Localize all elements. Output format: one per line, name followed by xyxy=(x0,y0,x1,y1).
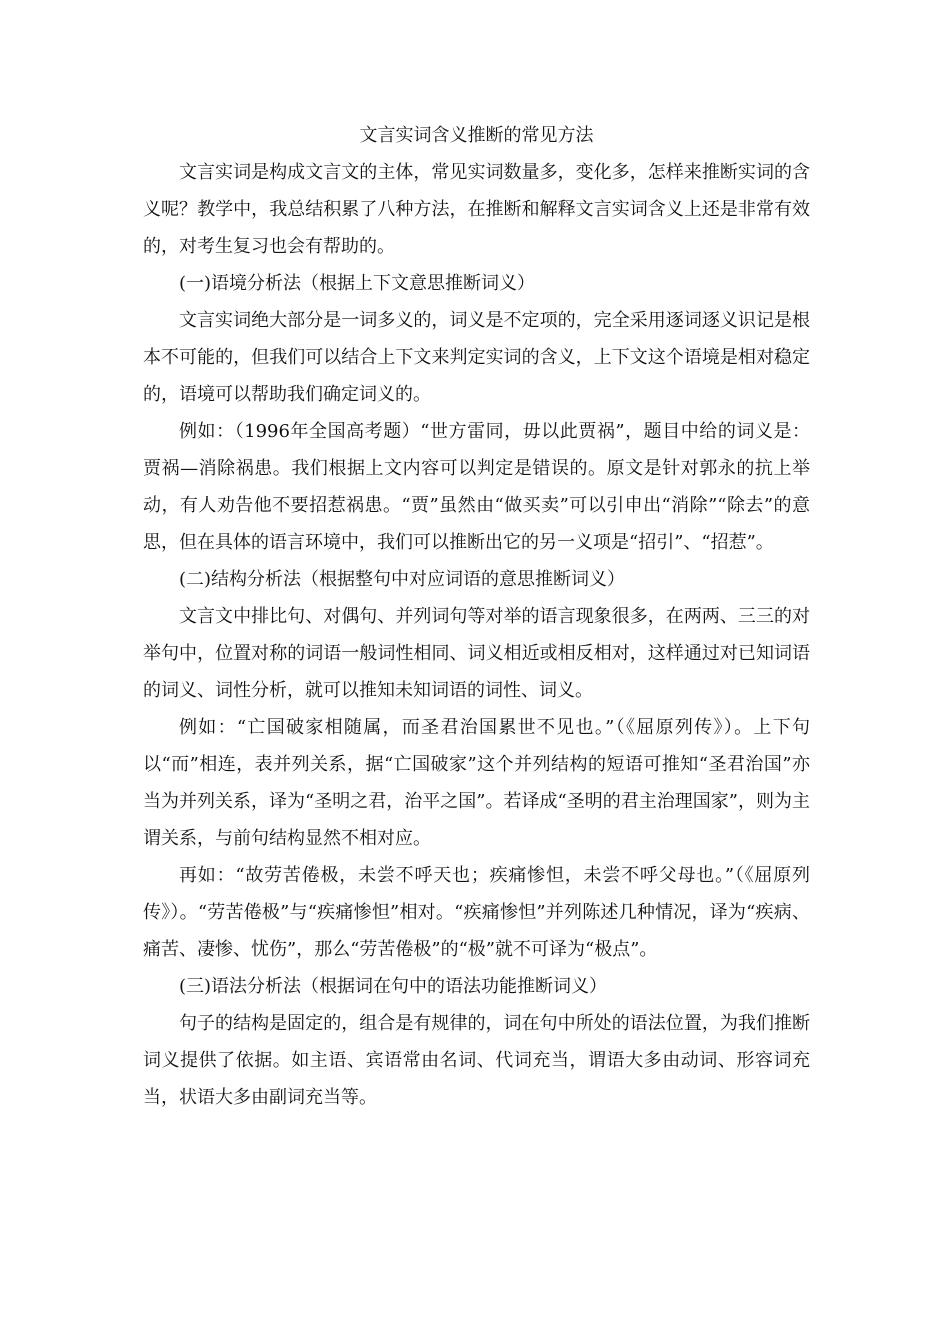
section-heading-3: (三)语法分析法（根据词在句中的语法功能推断词义） xyxy=(179,976,608,997)
section-2-example-1: 例如：“亡国破家相随属，而圣君治国累世不见也。”（《屈原列传》）。上下句以“而”相连，表并列关系，据“亡国破家”这个并列结构的短语可推知“圣君治国”亦当为并列关系，译为“圣明之君，治平之国”。若译成“圣明的君主治理国家”，则为主谓关系，与前句结构显然不相对应。 xyxy=(143,717,810,849)
section-heading-2: (二)结构分析法（根据整句中对应词语的意思推断词义） xyxy=(179,569,626,590)
section-heading-1: (一)语境分析法（根据上下文意思推断词义） xyxy=(179,273,536,294)
section-3-paragraph: 句子的结构是固定的，组合是有规律的，词在句中所处的语法位置，为我们推断词义提供了依据。如主语、宾语常由名词、代词充当，谓语大多由动词、形容词充当，状语大多由副词充当等。 xyxy=(143,1013,810,1108)
document-page xyxy=(143,118,810,1116)
section-2-example-2: 再如：“故劳苦倦极，未尝不呼天也；疾痛惨怛，未尝不呼父母也。”（《屈原列传》）。“劳苦倦极”与“疾痛惨怛”相对。“疾痛惨怛”并列陈述几种情况，译为“疾病、痛苦、凄惨、忧伤”，那么“劳苦倦极”的“极”就不可译为“极点”。 xyxy=(143,865,810,960)
section-2-paragraph: 文言文中排比句、对偶句、并列词句等对举的语言现象很多，在两两、三三的对举句中，位置对称的词语一般词性相同、词义相近或相反相对，这样通过对已知词语的词义、词性分析，就可以推知未知词语的词性、词义。 xyxy=(143,606,810,701)
section-1-paragraph: 文言实词绝大部分是一词多义的，词义是不定项的，完全采用逐词逐义识记是根本不可能的，但我们可以结合上下文来判定实词的含义，上下文这个语境是相对稳定的，语境可以帮助我们确定词义的。 xyxy=(143,310,810,405)
section-1-example: 例如：（1996年全国高考题）“世方雷同，毋以此贾祸”，题目中给的词义是：贾祸—消除祸患。我们根据上文内容可以判定是错误的。原文是针对郭永的抗上举动，有人劝告他不要招惹祸患。“贾”虽然由“做买卖”可以引申出“消除”“除去”的意思，但在具体的语言环境中，我们可以推断出它的另一义项是“招引”、“招惹”。 xyxy=(143,421,810,553)
document-title: 文言实词含义推断的常见方法 xyxy=(359,125,594,146)
intro-paragraph: 文言实词是构成文言文的主体，常见实词数量多，变化多，怎样来推断实词的含义呢？教学中，我总结积累了八种方法，在推断和解释文言实词含义上还是非常有效的，对考生复习也会有帮助的。 xyxy=(143,162,810,257)
